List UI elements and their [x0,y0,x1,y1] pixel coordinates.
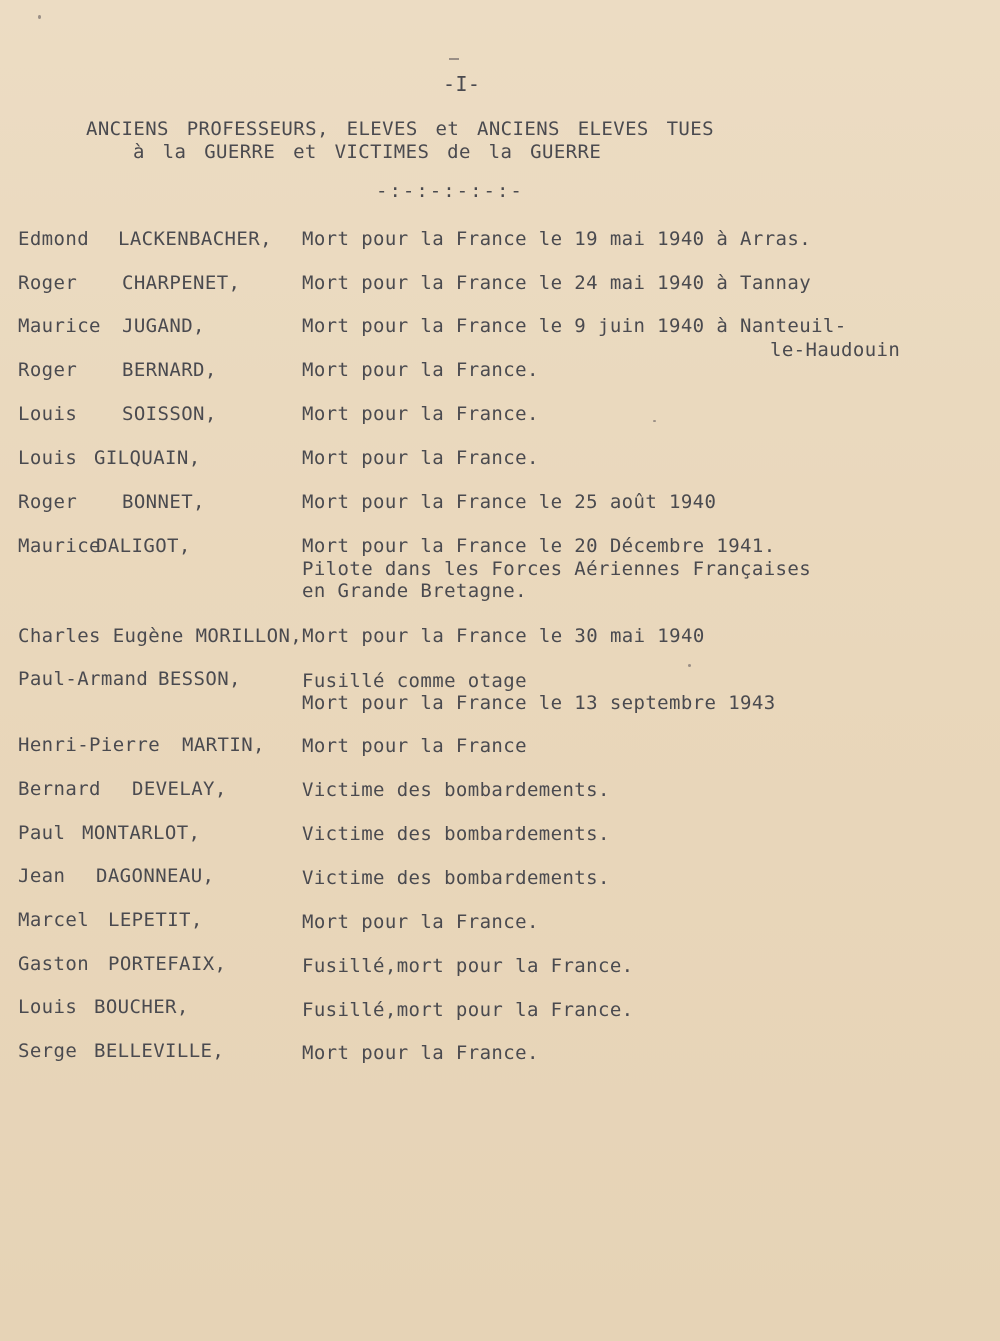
entry-name [18,228,272,250]
entry-text: Mort pour la France. [302,403,539,425]
entry-name [18,734,265,756]
entry-text: Victime des bombardements. [302,823,610,845]
entry-name [18,447,201,469]
last-name: CHARPENET, [122,272,241,294]
first-name: Gaston [18,953,90,975]
last-name: SOISSON, [122,403,217,425]
entry-text-continued: Pilote dans les Forces Aériennes Françaises [302,558,812,580]
entry-name [18,315,205,337]
separator: -:-:-:-:-:- [376,180,524,202]
first-name: Roger [18,491,78,513]
entry-text: Mort pour la France. [302,359,539,381]
entry-text: Mort pour la France le 20 Décembre 1941. [302,535,776,557]
last-name: BESSON, [158,668,241,690]
last-name: DAGONNEAU, [96,865,215,887]
entry-name [18,865,214,887]
entry-text: Victime des bombardements. [302,867,610,889]
entry-name [18,996,189,1018]
last-name: DALIGOT, [96,535,191,557]
entry-text-continued: le-Haudouin [770,339,901,361]
entry-name [18,822,200,844]
last-name: LEPETIT, [108,909,203,931]
entry-text: Mort pour la France le 24 mai 1940 à Tannay [302,272,812,294]
entry-name [18,668,241,690]
first-name: Maurice [18,535,101,557]
first-name: Marcel [18,909,90,931]
entry-text: Fusillé,mort pour la France. [302,999,634,1021]
first-name: Serge [18,1040,78,1062]
last-name: GILQUAIN, [94,447,201,469]
entry-full-line: Charles Eugène MORILLON,Mort pour la France le 30 mai 1940 [18,625,705,647]
last-name: BOUCHER, [94,996,189,1018]
entry-text: Mort pour la France. [302,911,539,933]
entry-name [18,491,205,513]
first-name: Edmond [18,228,90,250]
first-name: Roger [18,272,78,294]
entry-text-continued: Mort pour la France le 13 septembre 1943 [302,692,776,714]
entry-name [18,359,217,381]
first-name: Louis [18,996,78,1018]
entry-text: Mort pour la France le 25 août 1940 [302,491,717,513]
title-line-1: ANCIENS PROFESSEURS, ELEVES et ANCIENS ELEVES TUES [86,118,714,140]
entry-name [18,909,203,931]
ink-speck [688,664,691,667]
first-name: Bernard [18,778,101,800]
entry-text-continued: en Grande Bretagne. [302,580,527,602]
last-name: PORTEFAIX, [108,953,227,975]
entry-text: Mort pour la France le 19 mai 1940 à Arras. [302,228,812,250]
entry-text: Victime des bombardements. [302,779,610,801]
last-name: DEVELAY, [132,778,227,800]
ink-mark [449,58,459,60]
entry-text: Mort pour la France. [302,1042,539,1064]
entry-name [18,403,217,425]
title-line-2: à la GUERRE et VICTIMES de la GUERRE [133,141,602,163]
entry-text: Mort pour la France [302,735,527,757]
entry-name [18,535,191,557]
ink-speck [653,420,656,422]
first-name: Maurice [18,315,101,337]
last-name: MARTIN, [182,734,265,756]
first-name: Henri-Pierre [18,734,161,756]
entry-text: Fusillé comme otage [302,670,527,692]
last-name: LACKENBACHER, [118,228,272,250]
last-name: JUGAND, [122,315,205,337]
entry-name [18,953,226,975]
entry-text: Mort pour la France. [302,447,539,469]
first-name: Paul [18,822,66,844]
entry-name [18,1040,224,1062]
last-name: BERNARD, [122,359,217,381]
entry-text: Mort pour la France le 9 juin 1940 à Nanteuil- [302,315,847,337]
ink-speck [38,15,41,19]
first-name: Louis [18,447,78,469]
entry-name [18,272,240,294]
first-name: Paul-Armand [18,668,149,690]
entry-text: Fusillé,mort pour la France. [302,955,634,977]
first-name: Louis [18,403,78,425]
entry-name [18,778,227,800]
first-name: Roger [18,359,78,381]
last-name: BELLEVILLE, [94,1040,225,1062]
last-name: BONNET, [122,491,205,513]
page-number: -I- [443,72,481,96]
last-name: MONTARLOT, [82,822,201,844]
first-name: Jean [18,865,66,887]
